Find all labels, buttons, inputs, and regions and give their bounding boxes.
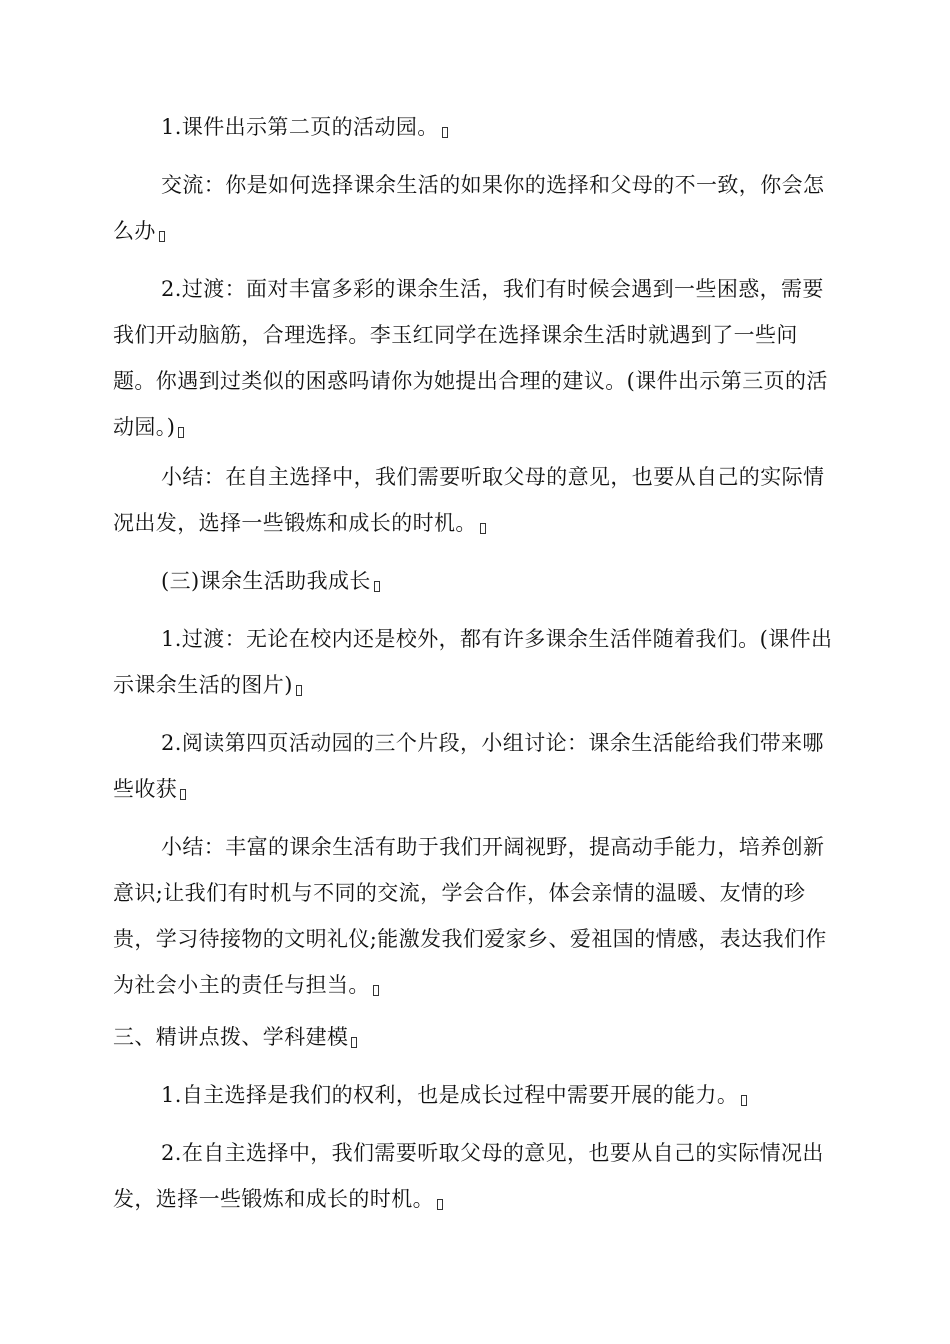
paragraph-7: 小结：丰富的课余生活有助于我们开阔视野，提高动手能力，培养创新意识;让我们有时机与不同的交流，学会合作，体会亲情的温暖、友情的珍贵，学习待接物的文明礼仪;能激发我们爱家乡、爱祖国的情感，表达我们作为社会小主的责任与担当。 <box>113 835 827 997</box>
paragraph-mark-icon <box>373 985 379 996</box>
paragraph-5: 1.过渡：无论在校内还是校外，都有许多课余生活伴随着我们。(课件出示课余生活的图片) <box>113 627 833 697</box>
section-heading-main: 三、精讲点拨、学科建模 <box>113 1014 833 1060</box>
paragraph-mark-icon <box>374 581 380 592</box>
paragraph-mark-icon <box>351 1037 357 1048</box>
paragraph-mark-icon <box>178 427 184 438</box>
paragraph-1: 1.课件出示第二页的活动园。 <box>113 104 833 150</box>
paragraph-mark-icon <box>442 127 448 138</box>
paragraph-mark-icon <box>180 789 186 800</box>
paragraph-3: 2.过渡：面对丰富多彩的课余生活，我们有时候会遇到一些困惑，需要我们开动脑筋，合理选择。李玉红同学在选择课余生活时就遇到了一些问题。你遇到过类似的困惑吗请你为她提出合理的建议。(课件出示第三页的活动园。) <box>113 277 828 439</box>
paragraph-4: 小结：在自主选择中，我们需要听取父母的意见，也要从自己的实际情况出发，选择一些锻炼和成长的时机。 <box>113 465 825 535</box>
paragraph-9: 2.在自主选择中，我们需要听取父母的意见，也要从自己的实际情况出发，选择一些锻炼和成长的时机。 <box>113 1141 824 1211</box>
paragraph-6: 2.阅读第四页活动园的三个片段，小组讨论：课余生活能给我们带来哪些收获 <box>113 731 824 801</box>
paragraph-mark-icon <box>480 523 486 534</box>
paragraph-mark-icon <box>159 231 165 242</box>
paragraph-8: 1.自主选择是我们的权利，也是成长过程中需要开展的能力。 <box>113 1072 833 1118</box>
paragraph-mark-icon <box>296 685 302 696</box>
paragraph-2: 交流：你是如何选择课余生活的如果你的选择和父母的不一致，你会怎么办 <box>113 173 825 243</box>
section-heading-3: (三)课余生活助我成长 <box>113 558 833 604</box>
paragraph-mark-icon <box>741 1095 747 1106</box>
paragraph-mark-icon <box>437 1199 443 1210</box>
